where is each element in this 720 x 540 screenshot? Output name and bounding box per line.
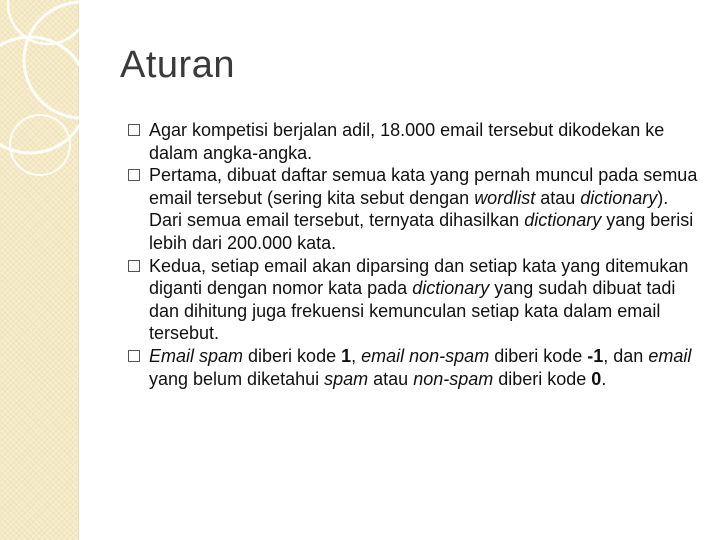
text-segment: email	[648, 345, 692, 366]
text-segment: Agar kompetisi berjalan adil, 18.000 email tersebut dikodekan ke dalam angka-angka.	[149, 120, 665, 163]
bullet-item	[128, 345, 700, 390]
square-bullet-icon	[128, 260, 140, 272]
bullet-text	[149, 346, 691, 389]
text-segment: 1	[341, 345, 352, 366]
square-bullet-icon	[128, 350, 140, 362]
bullet-item	[128, 164, 700, 254]
text-segment: wordlist	[474, 187, 536, 208]
slide-title: Aturan	[120, 44, 235, 86]
text-segment: .	[601, 368, 607, 389]
text-segment: dictionary	[580, 187, 658, 208]
text-segment: spam	[324, 368, 369, 389]
decorative-side-panel	[0, 0, 79, 540]
square-bullet-icon	[128, 169, 140, 181]
text-segment: diberi kode	[493, 368, 592, 389]
text-segment: Pertama, dibuat daftar semua kata yang pernah muncul pada semua email tersebut (sering kita sebut dengan	[149, 165, 698, 208]
text-segment: ). Dari semua email tersebut, ternyata dihasilkan	[149, 187, 669, 231]
text-segment: Kedua, setiap email akan diparsing dan setiap kata yang ditemukan diganti dengan nomor kata pada	[149, 255, 689, 299]
text-segment: diberi kode	[243, 345, 342, 366]
text-segment: , dan	[603, 345, 649, 366]
text-segment: dictionary	[524, 210, 602, 231]
text-segment: 0	[591, 368, 602, 389]
text-segment: -1	[587, 345, 604, 366]
bullet-text	[149, 256, 688, 344]
square-bullet-icon	[128, 124, 140, 136]
bullet-list	[128, 119, 700, 390]
text-segment: ,	[351, 345, 362, 366]
text-segment: email non-spam	[361, 345, 490, 366]
text-segment: dictionary	[412, 278, 490, 299]
text-segment: yang belum diketahui	[149, 368, 325, 389]
bullet-item	[128, 119, 700, 164]
text-segment: atau	[535, 187, 581, 208]
text-segment: yang berisi lebih dari 200.000 kata.	[149, 210, 694, 253]
text-segment: non-spam	[413, 368, 494, 389]
bullet-item	[128, 255, 700, 345]
text-segment: yang sudah dibuat tadi dan dihitung juga frekuensi kemunculan setiap kata dalam email tersebut.	[149, 278, 676, 344]
bullet-text	[149, 165, 697, 253]
text-segment: atau	[368, 368, 414, 389]
text-segment: diberi kode	[489, 345, 588, 366]
bullet-text	[149, 120, 664, 163]
text-segment: Email spam	[149, 345, 244, 366]
